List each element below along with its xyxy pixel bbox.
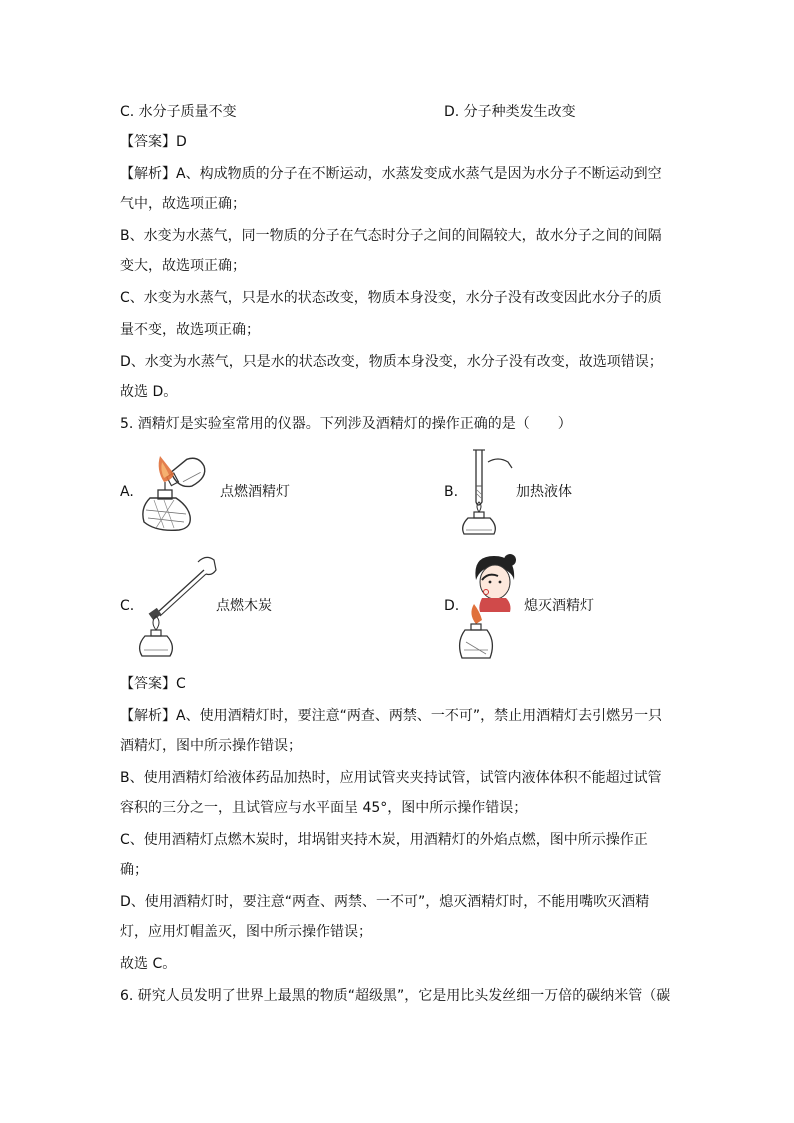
q4-answer: 【答案】D — [120, 134, 187, 150]
heating-liquid-figure — [458, 446, 518, 538]
lighting-charcoal-figure — [136, 550, 222, 660]
q4-analysis-line: B、水变为水蒸气，同一物质的分子在气态时分子之间的间隔较大，故水分子之间的间隔 — [120, 228, 662, 244]
q5-option-d-caption: 熄灭酒精灯 — [524, 598, 594, 614]
q5-stem: 5. 酒精灯是实验室常用的仪器。下列涉及酒精灯的操作正确的是（ ） — [120, 416, 572, 432]
q5-option-d-letter: D. — [444, 598, 460, 614]
q5-analysis-line: D、使用酒精灯时，要注意“两查、两禁、一不可”，熄灭酒精灯时，不能用嘴吹灭酒精 — [120, 894, 650, 910]
q4-analysis-line: 变大，故选项正确； — [120, 258, 246, 274]
q5-analysis-line: C、使用酒精灯点燃木炭时，坩埚钳夹持木炭，用酒精灯的外焰点燃，图中所示操作正 — [120, 832, 648, 848]
q5-analysis-line: 【解析】A、使用酒精灯时，要注意“两查、两禁、一不可”，禁止用酒精灯去引燃另一只 — [120, 708, 663, 724]
q4-analysis-line: 气中，故选项正确； — [120, 196, 246, 212]
q4-analysis-line: 故选 D。 — [120, 384, 178, 400]
q4-analysis-line: D、水变为水蒸气，只是水的状态改变，物质本身没变，水分子没有改变，故选项错误； — [120, 354, 663, 370]
q5-analysis-line: B、使用酒精灯给液体药品加热时，应用试管夹夹持试管，试管内液体体积不能超过试管 — [120, 770, 662, 786]
q5-analysis-line: 故选 C。 — [120, 956, 177, 972]
q5-option-b-letter: B. — [444, 484, 459, 500]
q5-option-c-letter: C. — [120, 598, 135, 614]
q5-analysis-line: 容积的三分之一，且试管应与水平面呈 45°，图中所示操作错误； — [120, 800, 528, 816]
q5-answer: 【答案】C — [120, 676, 186, 692]
q5-analysis-line: 酒精灯，图中所示操作错误； — [120, 738, 302, 754]
q5-option-a-letter: A. — [120, 484, 134, 500]
q5-analysis-line: 确； — [120, 862, 148, 878]
q5-option-b-caption: 加热液体 — [516, 484, 572, 500]
q6-stem: 6. 研究人员发明了世界上最黑的物质“超级黑”，它是用比头发丝细一万倍的碳纳米管（碳 — [120, 988, 671, 1004]
blowing-out-lamp-figure — [458, 550, 524, 662]
q5-analysis-line: 灯，应用灯帽盖灭，图中所示操作错误； — [120, 924, 372, 940]
q5-option-c-caption: 点燃木炭 — [216, 598, 272, 614]
q5-option-a-caption: 点燃酒精灯 — [220, 484, 290, 500]
q4-analysis-line: C、水变为水蒸气，只是水的状态改变，物质本身没变，水分子没有改变因此水分子的质 — [120, 290, 662, 306]
q4-option-d: D. 分子种类发生改变 — [444, 104, 576, 120]
lighting-lamp-with-lamp-figure — [134, 448, 224, 534]
q4-analysis-line: 量不变，故选项正确； — [120, 322, 260, 338]
q4-analysis-line: 【解析】A、构成物质的分子在不断运动，水蒸发变成水蒸气是因为水分子不断运动到空 — [120, 166, 662, 182]
q4-option-c: C. 水分子质量不变 — [120, 104, 237, 120]
